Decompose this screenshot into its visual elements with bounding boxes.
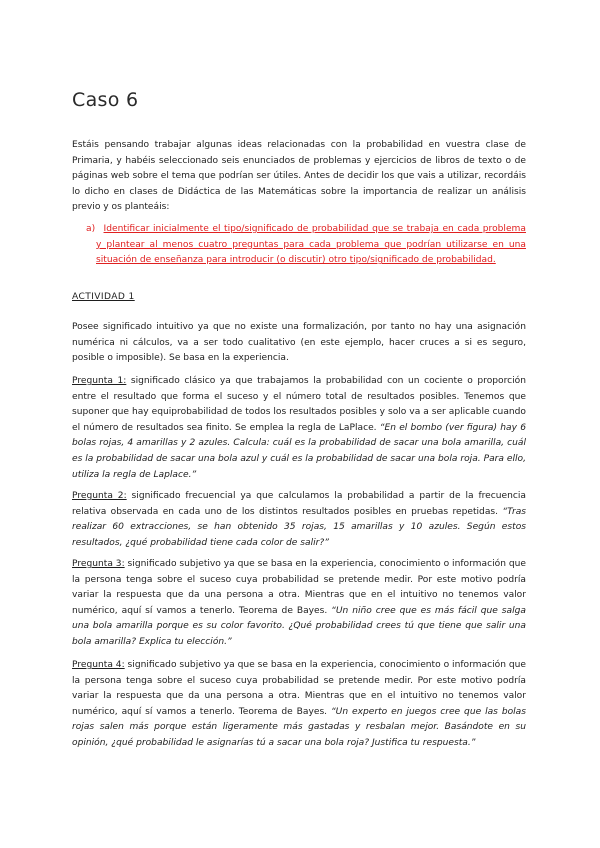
- question-4-paragraph: [72, 658, 526, 752]
- question-4-text: significado subjetivo ya que se basa en la experiencia, conocimiento o información que la persona tenga sobre el suceso cuya probabilidad se pretende medir. Por este motivo podría variar la respuesta que da una persona a otra. Mientras que en el intuitivo no tenemos valor numérico, aquí sí vamos a tenerlo. Teorema de Bayes.: [72, 660, 526, 717]
- question-2-paragraph: [72, 489, 526, 551]
- question-1-text: significado clásico ya que trabajamos la probabilidad con un cociente o proporción entre el resultado que forma el suceso y el número total de resultados posibles. Tenemos que suponer que hay equiprobabilidad de todos los resultados posibles y solo va a ser aplicable cuando el número de resultados sea finito. Se emplea la regla de LaPlace.: [72, 376, 526, 433]
- task-text: Identificar inicialmente el tipo/significado de probabilidad que se trabaja en cada problema y plantear al menos cuatro preguntas para cada problema que podrían utilizarse en una situación de enseñanza para introducir (o discutir) otro tipo/significado de probabilidad.: [96, 224, 526, 266]
- question-2-quote: “Tras realizar 60 extracciones, se han obtenido 35 rojas, 15 amarillas y 10 azules. Según estos resultados, ¿qué probabilidad tiene cada color de salir?”: [72, 506, 526, 548]
- question-3-text: significado subjetivo ya que se basa en la experiencia, conocimiento o información que la persona tenga sobre el suceso cuya probabilidad se pretende medir. Por este motivo podría variar la respuesta que da una persona a otra. Mientras que en el intuitivo no tenemos valor numérico, aquí sí vamos a tenerlo. Teorema de Bayes.: [72, 559, 526, 616]
- question-2-label: Pregunta 2:: [72, 491, 127, 501]
- question-4-quote: “Un experto en juegos cree que las bolas rojas salen más porque están ligeramente más gastadas y resbalan mejor. Basándote en su opinión, ¿qué probabilidad le asignarías tú a sacar una bola roja? Justifica tu respuesta.”: [72, 706, 526, 748]
- question-4-label: Pregunta 4:: [72, 660, 125, 670]
- question-2-text: significado frecuencial ya que calculamos la probabilidad a partir de la frecuencia relativa observada en cada uno de los distintos resultados posibles en pruebas repetidas.: [72, 491, 526, 517]
- question-1-quote: “En el bombo (ver figura) hay 6 bolas rojas, 4 amarillas y 2 azules. Calcula: cuál es la probabilidad de sacar una bola amarilla, cuál es la probabilidad de sacar una bola azul y cuál es la probabilidad de sacar una bola roja. Para ello, utiliza la regla de Laplace.”: [72, 422, 526, 480]
- task-item: [86, 222, 526, 269]
- intro-paragraph: Estáis pensando trabajar algunas ideas relacionadas con la probabilidad en vuestra clase de Primaria, y habéis seleccionado seis enunciados de problemas y ejercicios de libros de texto o de páginas web sobre el tema que podrían ser útiles. Antes de decidir los que vais a utilizar, recordáis lo dicho en clases de Didáctica de las Matemáticas sobre la importancia de realizar un análisis previo y os planteáis:: [72, 140, 526, 213]
- question-3-quote: “Un niño cree que es más fácil que salga una bola amarilla porque es su color favorito. ¿Qué probabilidad crees tú que tiene que salir una bola amarilla? Explica tu elección.”: [72, 605, 526, 647]
- question-1-label: Pregunta 1:: [72, 376, 127, 386]
- activity-intro-paragraph: Posee significado intuitivo ya que no existe una formalización, por tanto no hay una asignación numérica ni cálculos, va a ser todo cualitativo (en este ejemplo, hacer cruces a si es seguro, posible o imposible). Se basa en la experiencia.: [72, 322, 526, 364]
- page-title: Caso 6: [72, 88, 139, 111]
- activity-heading: ACTIVIDAD 1: [72, 292, 135, 302]
- question-3-paragraph: [72, 557, 526, 651]
- question-3-label: Pregunta 3:: [72, 559, 125, 569]
- task-marker: a): [86, 224, 96, 234]
- question-1-paragraph: [72, 374, 526, 483]
